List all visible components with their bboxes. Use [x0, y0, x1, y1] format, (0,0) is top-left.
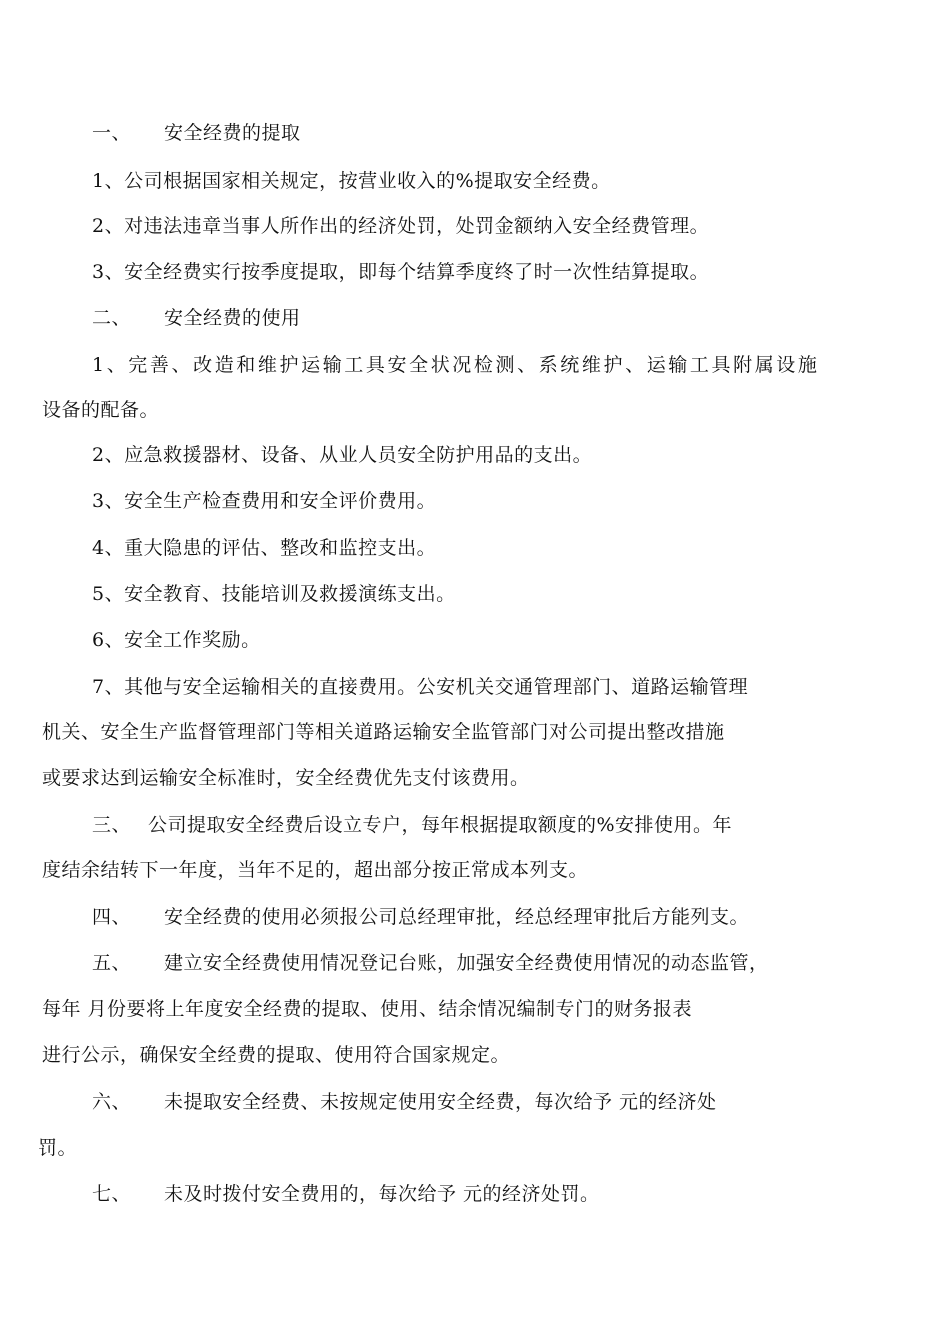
paragraph: 1、公司根据国家相关规定，按营业收入的%提取安全经费。 [92, 170, 611, 192]
section-text: 未提取安全经费、未按规定使用安全经费，每次给予 元的经济处 [164, 1091, 717, 1113]
section-4 [92, 904, 749, 930]
section-number: 四、 [92, 906, 132, 928]
section-2-heading [92, 305, 301, 331]
paragraph: 2、对违法违章当事人所作出的经济处罚，处罚金额纳入安全经费管理。 [92, 215, 710, 237]
paragraph-continuation: 设备的配备。 [42, 399, 160, 421]
section-title: 安全经费的提取 [164, 122, 301, 144]
paragraph: 1、完善、改造和维护运输工具安全状况检测、系统维护、运输工具附属设施 [92, 354, 820, 376]
section-number: 三、 [92, 814, 132, 836]
paragraph: 7、其他与安全运输相关的直接费用。公安机关交通管理部门、道路运输管理 [92, 676, 749, 698]
paragraph-continuation: 机关、安全生产监督管理部门等相关道路运输安全监管部门对公司提出整改措施 [42, 721, 725, 743]
section-number: 七、 [92, 1183, 132, 1205]
section-text: 公司提取安全经费后设立专户，每年根据提取额度的%安排使用。年 [148, 814, 733, 836]
paragraph: 6、安全工作奖励。 [92, 629, 261, 651]
paragraph-continuation: 度结余结转下一年度，当年不足的，超出部分按正常成本列支。 [42, 859, 589, 881]
section-5 [92, 950, 769, 976]
section-number: 一、 [92, 122, 132, 144]
section-text: 建立安全经费使用情况登记台账，加强安全经费使用情况的动态监管， [164, 952, 769, 974]
section-text: 未及时拨付安全费用的，每次给予 元的经济处罚。 [164, 1183, 600, 1205]
paragraph: 4、重大隐患的评估、整改和监控支出。 [92, 537, 437, 559]
paragraph-continuation: 每年 月份要将上年度安全经费的提取、使用、结余情况编制专门的财务报表 [42, 998, 693, 1020]
section-number: 六、 [92, 1091, 132, 1113]
section-text: 安全经费的使用必须报公司总经理审批，经总经理审批后方能列支。 [164, 906, 750, 928]
section-title: 安全经费的使用 [164, 307, 301, 329]
section-number: 二、 [92, 307, 132, 329]
paragraph: 5、安全教育、技能培训及救援演练支出。 [92, 583, 456, 605]
paragraph: 3、安全生产检查费用和安全评价费用。 [92, 490, 437, 512]
section-1-heading [92, 120, 301, 146]
section-6 [92, 1089, 717, 1115]
paragraph: 2、应急救援器材、设备、从业人员安全防护用品的支出。 [92, 444, 593, 466]
section-number: 五、 [92, 952, 132, 974]
paragraph-continuation: 罚。 [38, 1137, 78, 1159]
section-7 [92, 1181, 600, 1207]
section-3 [92, 812, 732, 838]
paragraph: 3、安全经费实行按季度提取，即每个结算季度终了时一次性结算提取。 [92, 261, 710, 283]
paragraph-continuation: 进行公示，确保安全经费的提取、使用符合国家规定。 [42, 1044, 511, 1066]
paragraph-continuation: 或要求达到运输安全标准时，安全经费优先支付该费用。 [42, 767, 530, 789]
